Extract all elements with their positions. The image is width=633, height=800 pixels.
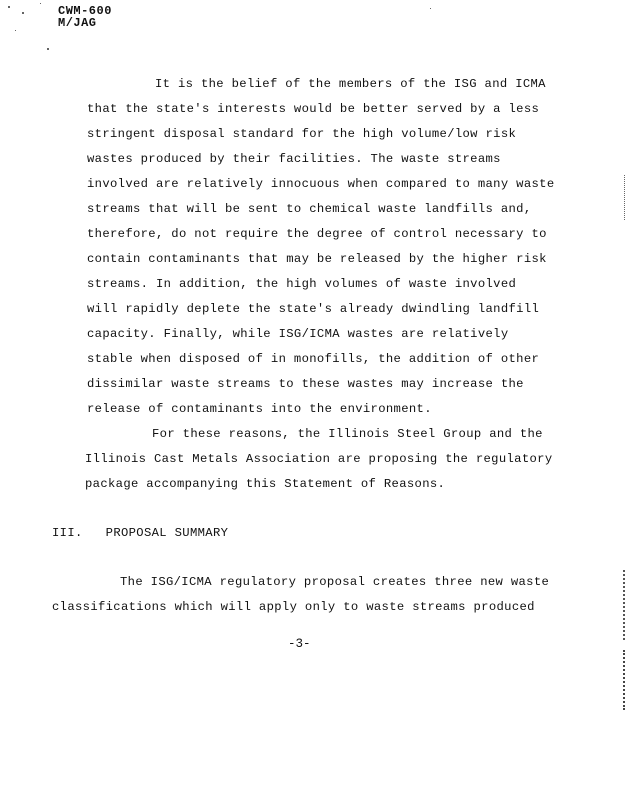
- scan-speck: [40, 3, 41, 4]
- paragraph-line: It is the belief of the members of the ISG and ICMA: [155, 77, 546, 91]
- paragraph-line: streams. In addition, the high volumes of waste involved: [87, 277, 517, 291]
- paragraph-line: involved are relatively innocuous when compared to many waste: [87, 177, 555, 191]
- scan-speck: [22, 12, 24, 14]
- paragraph-line: classifications which will apply only to waste streams produced: [52, 600, 535, 614]
- document-code: CWM-600: [58, 4, 112, 18]
- scan-speck: [8, 6, 10, 8]
- scan-speck: [15, 30, 16, 31]
- paragraph-line: stringent disposal standard for the high volume/low risk: [87, 127, 517, 141]
- author-initials: M/JAG: [58, 16, 97, 30]
- paragraph-line: stable when disposed of in monofills, the addition of other: [87, 352, 540, 366]
- paragraph-line: release of contaminants into the environment.: [87, 402, 432, 416]
- section-heading: [52, 526, 228, 540]
- paragraph-line: contain contaminants that may be released by the higher risk: [87, 252, 547, 266]
- scan-edge-mark: [613, 650, 625, 710]
- paragraph-line: capacity. Finally, while ISG/ICMA wastes are relatively: [87, 327, 509, 341]
- paragraph-line: therefore, do not require the degree of control necessary to: [87, 227, 547, 241]
- section-number: III.: [52, 526, 83, 540]
- paragraph-line: will rapidly deplete the state's already dwindling landfill: [87, 302, 540, 316]
- scan-edge-mark: [613, 570, 625, 640]
- section-title: PROPOSAL SUMMARY: [105, 526, 229, 540]
- scan-speck: [430, 8, 431, 9]
- paragraph-line: wastes produced by their facilities. The waste streams: [87, 152, 501, 166]
- paragraph-line: that the state's interests would be better served by a less: [87, 102, 540, 116]
- page-number: -3-: [288, 637, 311, 651]
- paragraph-line: dissimilar waste streams to these wastes may increase the: [87, 377, 524, 391]
- scan-edge-mark: [614, 175, 625, 220]
- scan-speck: [47, 48, 49, 50]
- paragraph-line: For these reasons, the Illinois Steel Group and the: [152, 427, 543, 441]
- paragraph-line: Illinois Cast Metals Association are proposing the regulatory: [85, 452, 553, 466]
- paragraph-line: The ISG/ICMA regulatory proposal creates three new waste: [120, 575, 550, 589]
- paragraph-line: package accompanying this Statement of Reasons.: [85, 477, 446, 491]
- paragraph-line: streams that will be sent to chemical waste landfills and,: [87, 202, 532, 216]
